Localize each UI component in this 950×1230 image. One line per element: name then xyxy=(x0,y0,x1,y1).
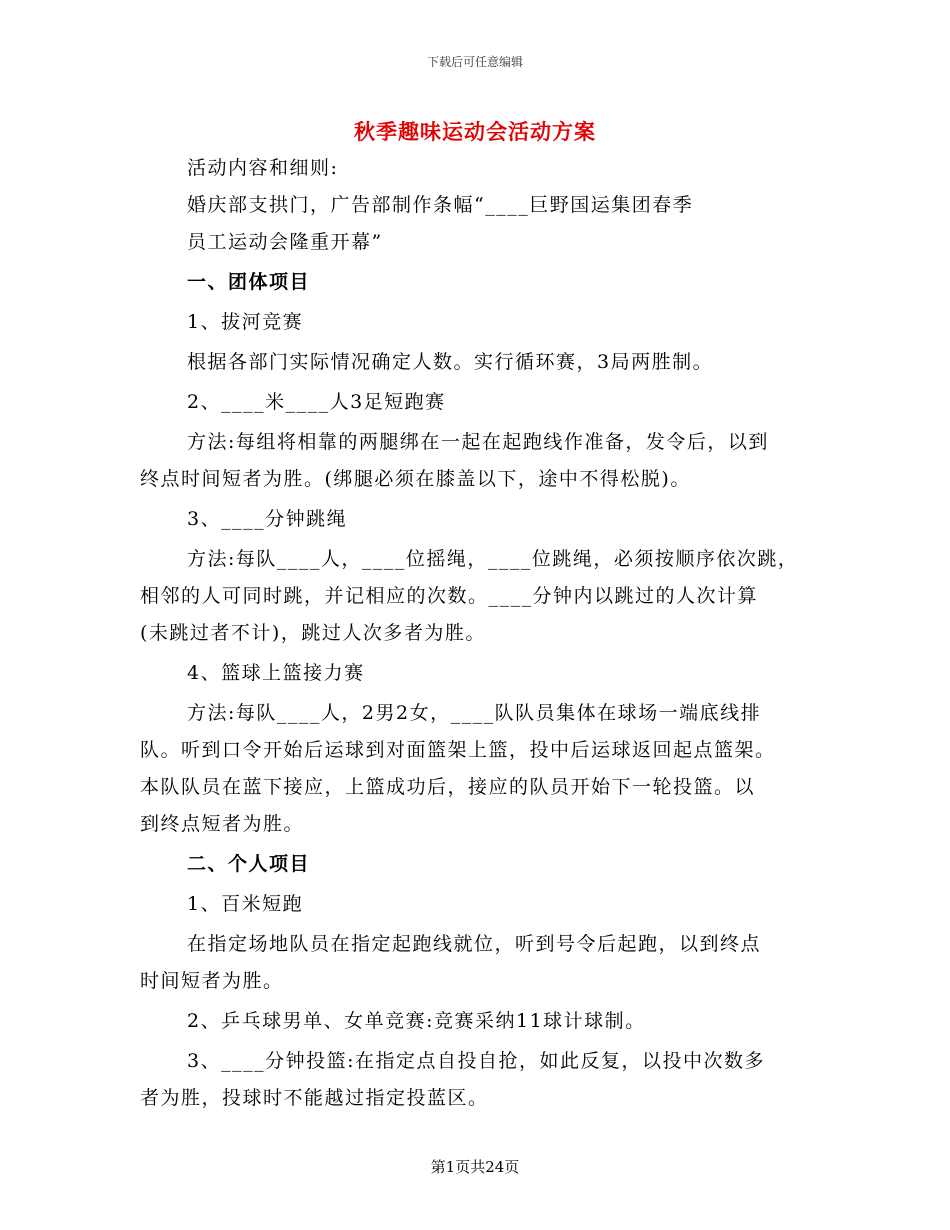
intro-line: 婚庆部支拱门，广告部制作条幅“____巨野国运集团春季 xyxy=(187,194,694,216)
item-description: 本队队员在蓝下接应，上篮成功后，接应的队员开始下一轮投篮。以 xyxy=(140,776,756,798)
item-description: 方法:每队____人，2男2女，____队队员集体在球场一端底线排 xyxy=(187,702,762,724)
page-number: 第1页共24页 xyxy=(430,1158,520,1176)
document-body xyxy=(140,150,820,1117)
item-description: 终点时间短者为胜。(绑腿必须在膝盖以下，途中不得松脱)。 xyxy=(140,468,691,490)
item-description: 到终点短者为胜。 xyxy=(140,813,305,835)
item-title: 1、拔河竞赛 xyxy=(187,311,304,333)
section-heading-individual: 二、个人项目 xyxy=(187,853,311,875)
item-title: 1、百米短跑 xyxy=(187,893,304,915)
intro-label: 活动内容和细则: xyxy=(187,157,339,179)
item-title: 3、____分钟跳绳 xyxy=(187,508,348,530)
section-heading-team: 一、团体项目 xyxy=(187,271,311,293)
document-title: 秋季趣味运动会活动方案 xyxy=(354,119,596,144)
item-line: 3、____分钟投篮:在指定点自投自抢，如此反复，以投中次数多 xyxy=(187,1050,765,1072)
item-description: 相邻的人可同时跳，并记相应的次数。____分钟内以跳过的人次计算 xyxy=(140,585,759,607)
page-header-note: 下载后可任意编辑 xyxy=(426,55,523,69)
item-title: 2、____米____人3足短跑赛 xyxy=(187,391,446,413)
item-line: 者为胜，投球时不能越过指定投蓝区。 xyxy=(140,1087,489,1109)
item-description: 方法:每队____人，____位摇绳，____位跳绳，必须按顺序依次跳， xyxy=(187,548,799,570)
item-title: 4、篮球上篮接力赛 xyxy=(187,662,365,684)
item-description: (未跳过者不计)，跳过人次多者为胜。 xyxy=(140,622,486,644)
item-description: 方法:每组将相靠的两腿绑在一起在起跑线作准备，发令后，以到 xyxy=(187,431,769,453)
intro-line: 员工运动会隆重开幕” xyxy=(187,231,383,253)
item-description: 时间短者为胜。 xyxy=(140,970,284,992)
item-line: 2、乒乓球男单、女单竞赛:竞赛采纳11球计球制。 xyxy=(187,1010,646,1032)
item-description: 在指定场地队员在指定起跑线就位，听到号令后起跑，以到终点 xyxy=(187,933,762,955)
item-description: 队。听到口令开始后运球到对面篮架上篮，投中后运球返回起点篮架。 xyxy=(140,739,776,761)
item-description: 根据各部门实际情况确定人数。实行循环赛，3局两胜制。 xyxy=(187,351,714,373)
